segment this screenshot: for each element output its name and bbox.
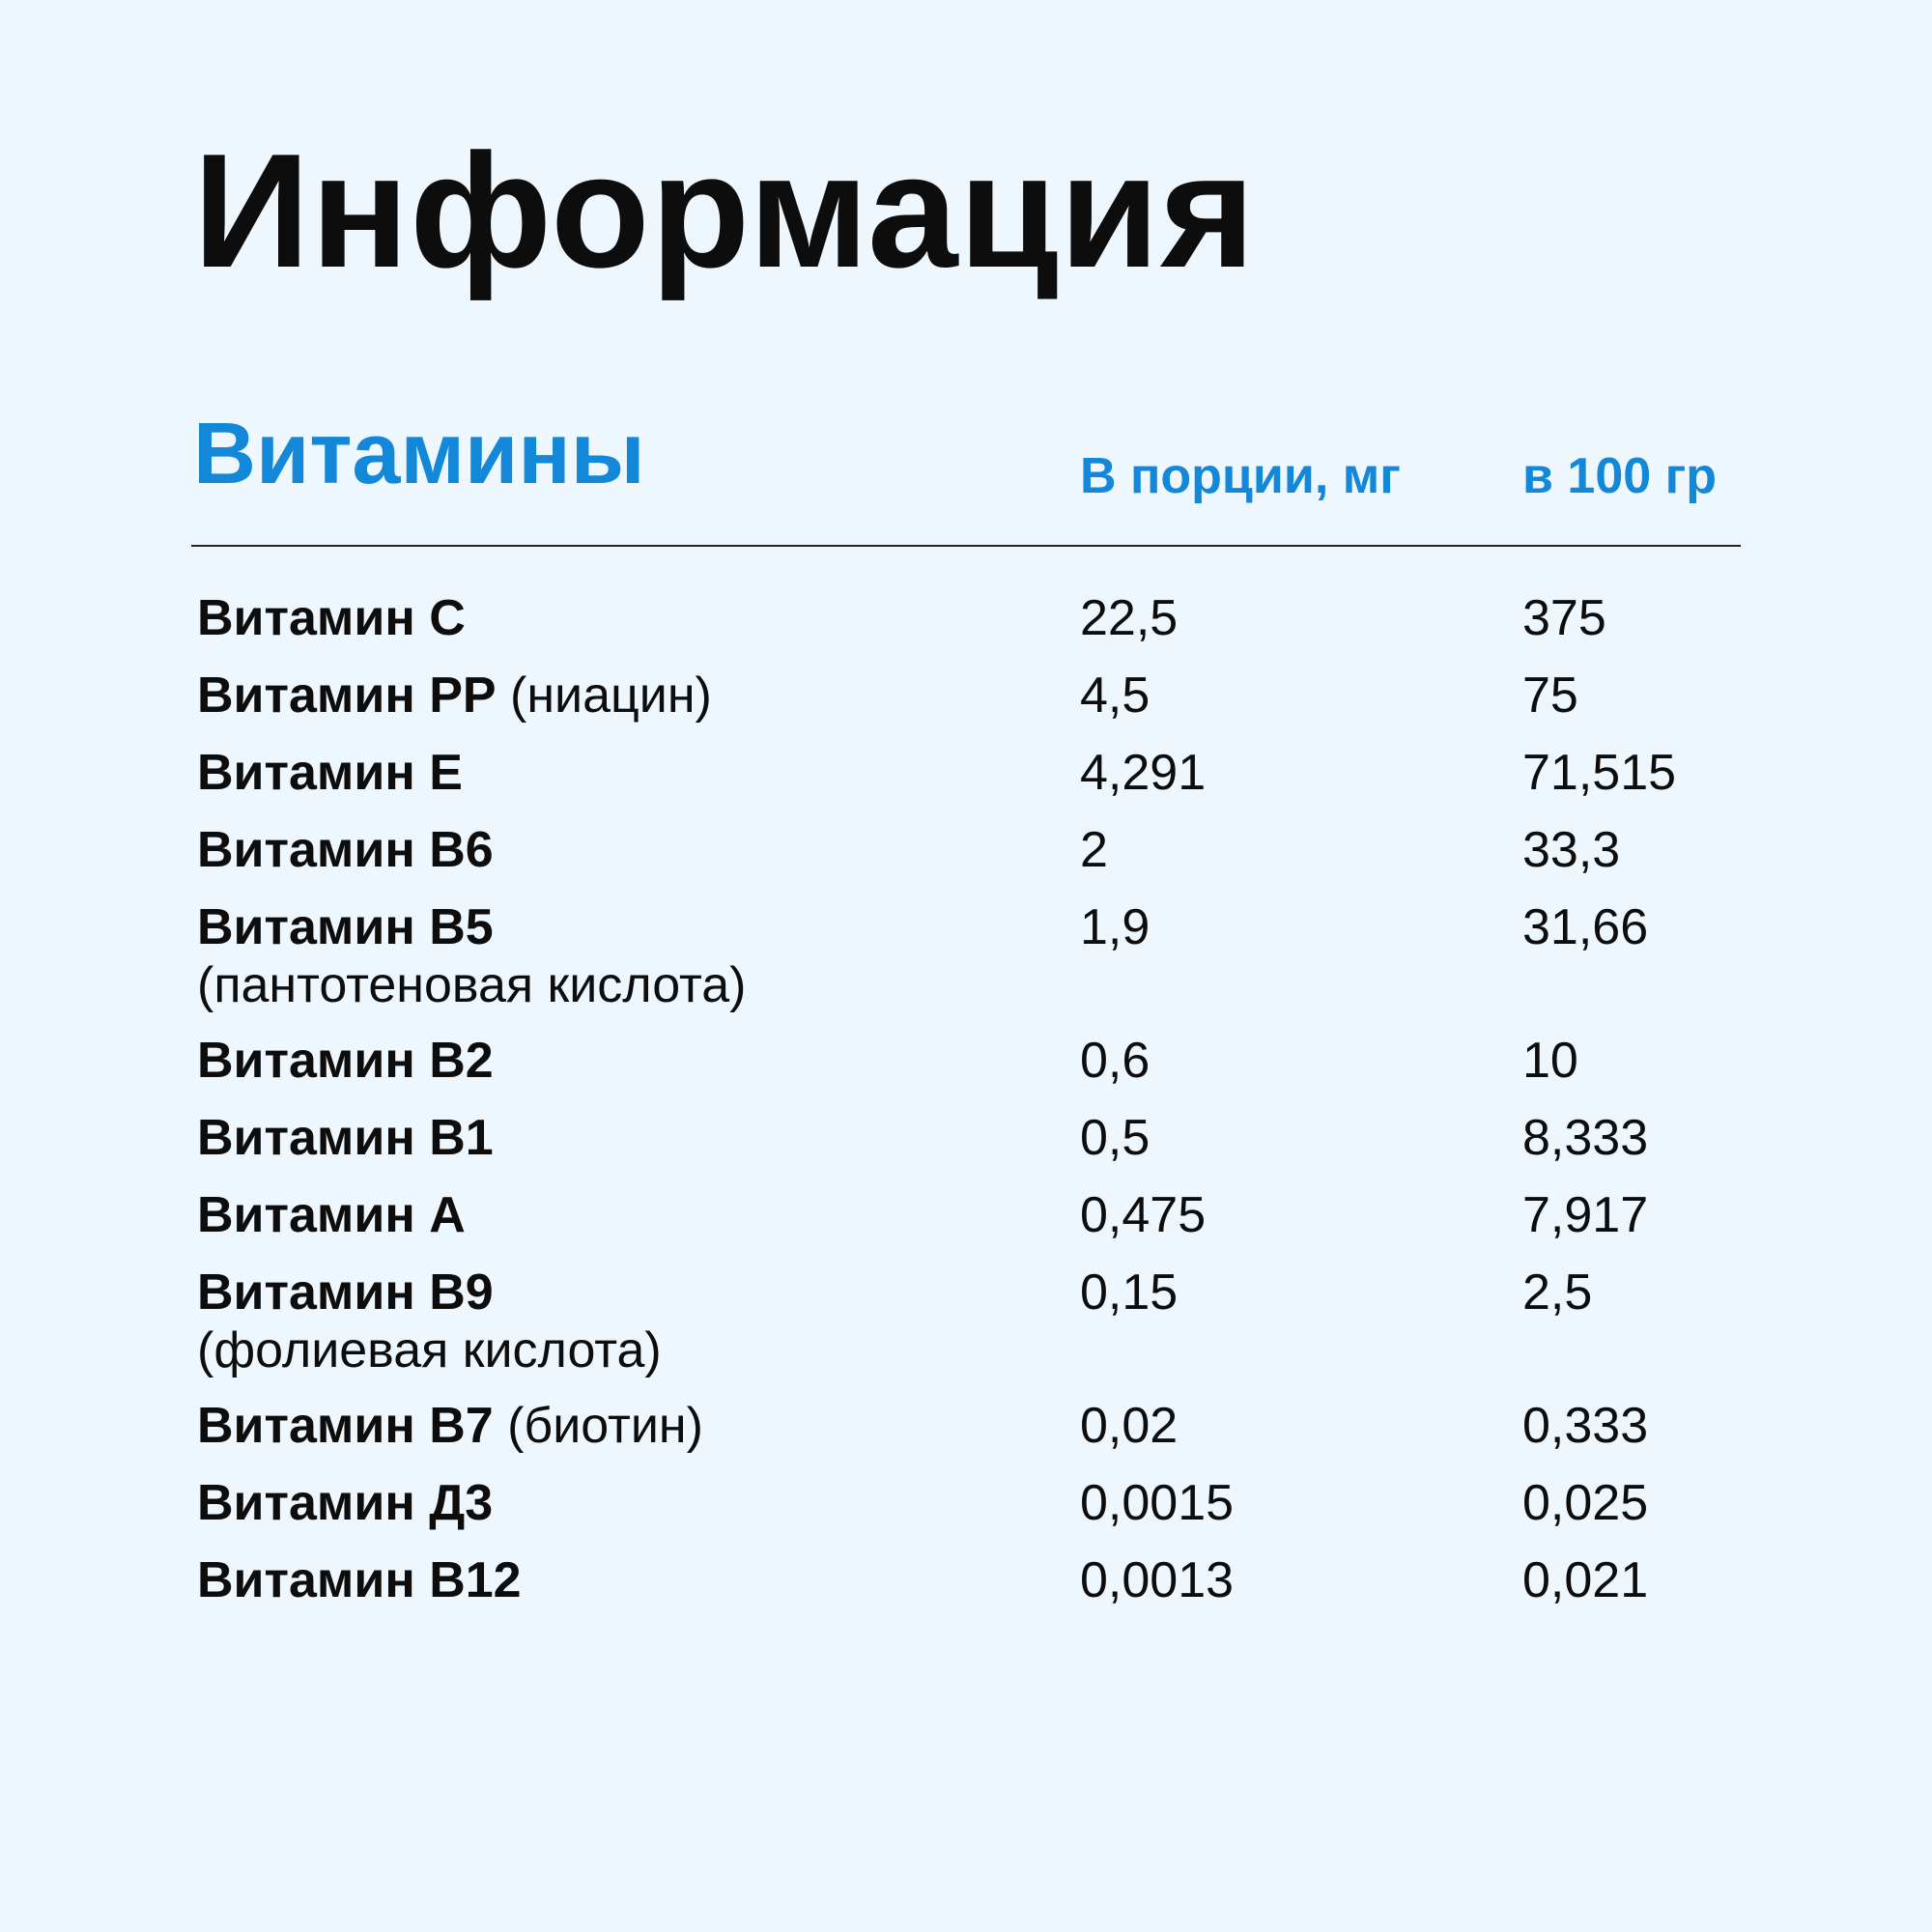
table-row <box>197 1464 1743 1542</box>
per-100g-value: 0,021 <box>1522 1552 1649 1608</box>
vitamin-name: Витамин В7 <box>197 1398 494 1454</box>
vitamin-note: (фолиевая кислота) <box>197 1322 662 1378</box>
per-100g-value: 75 <box>1522 668 1578 724</box>
per-100g-value: 7,917 <box>1522 1187 1649 1243</box>
table-row <box>197 1022 1743 1099</box>
table-row <box>197 734 1743 811</box>
vitamin-note: (пантотеновая кислота) <box>197 957 747 1013</box>
vitamin-name-cell <box>197 1099 1080 1167</box>
per-serving-value: 0,15 <box>1080 1264 1179 1321</box>
per-100g-value: 2,5 <box>1522 1264 1593 1321</box>
vitamin-name-cell <box>197 580 1080 647</box>
per-serving-value: 2 <box>1080 822 1108 878</box>
per-serving-value: 0,5 <box>1080 1110 1151 1166</box>
vitamin-note: (биотин) <box>493 1398 703 1454</box>
per-serving-value: 0,02 <box>1080 1398 1179 1454</box>
table-row <box>197 1099 1743 1177</box>
vitamin-name-cell <box>197 657 1080 724</box>
vitamin-name: Витамин Е <box>197 745 463 801</box>
vitamin-name: Витамин В12 <box>197 1552 522 1608</box>
per-serving-value: 0,0013 <box>1080 1552 1235 1608</box>
section-title: Витамины <box>193 406 645 502</box>
vitamin-table <box>197 580 1743 1619</box>
per-100g-value: 0,333 <box>1522 1398 1649 1454</box>
vitamin-name-cell <box>197 1254 1080 1379</box>
column-header-per-100g: в 100 гр <box>1522 448 1718 504</box>
vitamin-note: (ниацин) <box>496 668 712 724</box>
page-title: Информация <box>193 120 1257 301</box>
vitamin-name-cell <box>197 1177 1080 1244</box>
header-divider <box>191 545 1741 547</box>
per-100g-value: 10 <box>1522 1033 1578 1089</box>
vitamin-name: Витамин В5 <box>197 899 494 955</box>
table-row <box>197 657 1743 734</box>
vitamin-name: Витамин А <box>197 1187 466 1243</box>
per-100g-value: 375 <box>1522 590 1606 646</box>
vitamin-name: Витамин С <box>197 590 466 646</box>
vitamin-name-cell <box>197 1464 1080 1532</box>
table-row <box>197 1254 1743 1387</box>
vitamin-name: Витамин Д3 <box>197 1475 494 1531</box>
vitamin-name: Витамин В6 <box>197 822 494 878</box>
vitamin-name-cell <box>197 889 1080 1014</box>
table-row <box>197 580 1743 657</box>
per-serving-value: 0,0015 <box>1080 1475 1235 1531</box>
vitamin-name: Витамин PP <box>197 668 497 724</box>
per-100g-value: 8,333 <box>1522 1110 1649 1166</box>
per-100g-value: 31,66 <box>1522 899 1649 955</box>
per-serving-value: 22,5 <box>1080 590 1179 646</box>
table-header <box>193 406 1741 512</box>
vitamin-name-cell <box>197 1542 1080 1609</box>
table-row <box>197 1177 1743 1254</box>
vitamin-name: Витамин В2 <box>197 1033 494 1089</box>
per-serving-value: 4,5 <box>1080 668 1151 724</box>
table-row <box>197 1542 1743 1619</box>
vitamin-name-cell <box>197 734 1080 802</box>
vitamin-name: Витамин В9 <box>197 1264 494 1321</box>
per-serving-value: 1,9 <box>1080 899 1151 955</box>
vitamin-name-cell <box>197 811 1080 879</box>
per-100g-value: 0,025 <box>1522 1475 1649 1531</box>
vitamin-name-cell <box>197 1387 1080 1455</box>
vitamin-name-cell <box>197 1022 1080 1090</box>
vitamin-name: Витамин В1 <box>197 1110 494 1166</box>
per-serving-value: 4,291 <box>1080 745 1207 801</box>
per-100g-value: 71,515 <box>1522 745 1677 801</box>
table-row <box>197 811 1743 889</box>
per-serving-value: 0,6 <box>1080 1033 1151 1089</box>
per-serving-value: 0,475 <box>1080 1187 1207 1243</box>
per-100g-value: 33,3 <box>1522 822 1621 878</box>
table-row <box>197 1387 1743 1464</box>
table-row <box>197 889 1743 1022</box>
column-header-per-serving: В порции, мг <box>1080 448 1401 504</box>
